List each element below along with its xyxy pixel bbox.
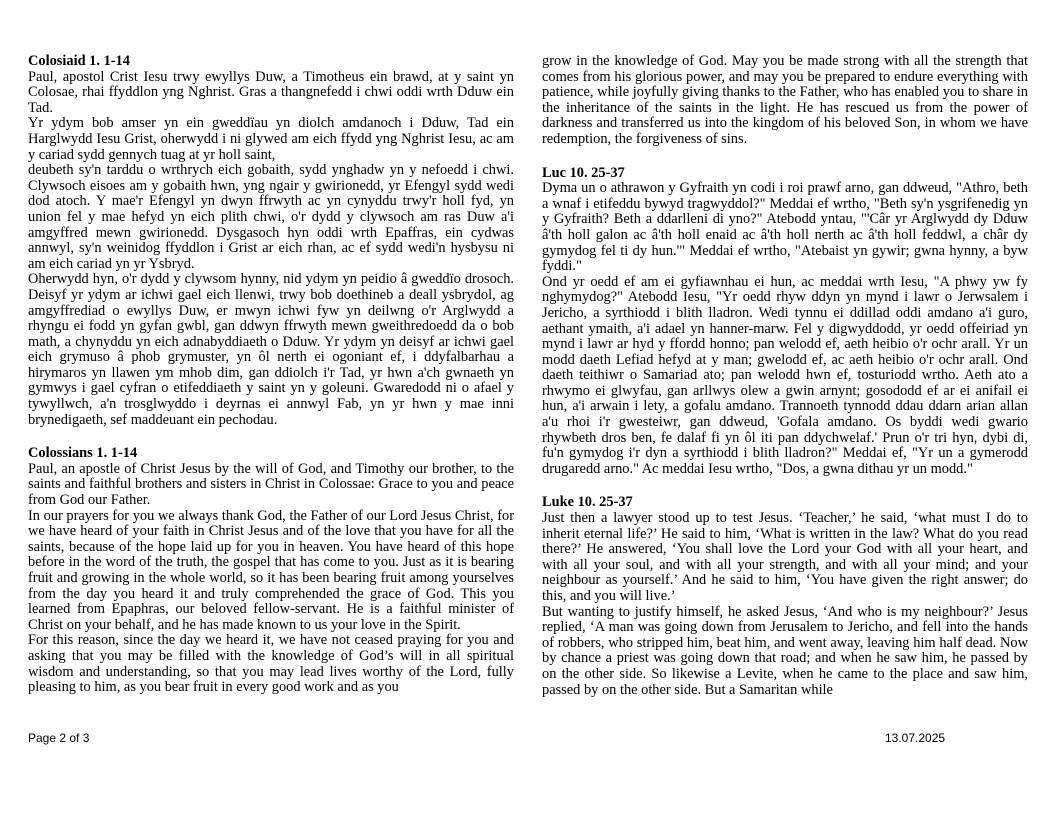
paragraph: Dyma un o athrawon y Gyfraith yn codi i roi prawf arno, gan ddweud, "Athro, beth a wnaf i etifeddu bywyd tragwyddol?" Meddai ef wrtho, "Beth sy'n ysgrifenedig yn y Gyfraith? Beth a ddarlleni di yno?" Atebodd yntau, "'Câr yr Arglwydd dy Dduw â'th holl galon ac â'th holl enaid ac â'th holl nerth ac â'th holl feddwl, a châr dy gymydog fel ti dy hun.'" Meddai ef wrtho, "Atebaist yn gywir; gwna hynny, a byw fyddi.": [542, 180, 1028, 275]
section-luc: [542, 166, 1028, 478]
paragraph: Ond yr oedd ef am ei gyfiawnhau ei hun, ac meddai wrth Iesu, "A phwy yw fy nghymydog?" Atebodd Iesu, "Yr oedd rhyw ddyn yn mynd i lawr o Jerwsalem i Jericho, a syrthiodd i blith lladron. Wedi tynnu ei ddillad oddi amdano a'i guro, aethant ymaith, a'i adael yn hanner-marw. Fel y digwyddodd, yr oedd offeiriad yn mynd i lawr ar hyd y ffordd honno; pan welodd ef, aeth heibio o'r ochr arall. Yr un modd daeth Lefiad hefyd at y man; gwelodd ef, ac aeth heibio o'r ochr arall. Ond daeth teithiwr o Samariad ato; pan welodd hwn ef, tosturiodd wrtho. Aeth ato a rhwymo ei glwyfau, gan arllwys olew a gwin arnynt; gosododd ef ar ei anifail ei hun, a'i arwain i lety, a gofalu amdano. Trannoeth tynnodd ddau ddarn arian allan a'u rhoi i'r gwesteiwr, gan ddweud, 'Gofala amdano. Os byddi wedi gwario rhywbeth dros ben, fe dalaf fi yn ôl iti pan ddychwelaf.' Prun o'r tri hyn, dybi di, fu'n gymydog i'r dyn a syrthiodd i blith lladron?" Meddai ef, "Yr un a gymerodd drugaredd arno." Ac meddai Iesu wrtho, "Dos, a gwna dithau yr un modd.": [542, 273, 1028, 477]
right-column: [542, 54, 1028, 698]
section-heading: Colossians 1. 1-14: [28, 445, 138, 462]
footer-date: 13.07.2025: [885, 731, 946, 745]
section-heading: Luc 10. 25-37: [542, 164, 625, 181]
paragraph: Paul, apostol Crist Iesu trwy ewyllys Duw, a Timotheus ein brawd, at y saint yn Colosae, rhai ffyddlon yng Nghrist. Gras a thangnefedd i chwi oddi wrth Dduw ein Tad.: [28, 68, 514, 116]
section-luke: [542, 495, 1028, 698]
paragraph: Oherwydd hyn, o'r dydd y clywsom hynny, nid ydym yn peidio â gweddïo drosoch. Deisyf yr ydym ar ichwi gael eich llenwi, trwy bob doethineb a deall ysbrydol, ag amgyffrediad o ewyllys Duw, er mwyn ichwi fyw yn deilwng o'r Arglwydd a rhyngu ei fodd yn gyfan gwbl, gan ddwyn ffrwyth mewn gweithredoedd da o bob math, a chynyddu yn eich adnabyddiaeth o Dduw. Yr ydym yn deisyf ar ichwi gael eich grymuso â phob grymuster, yn ôl nerth ei ogoniant ef, i ddyfalbarhau a hirymaros yn llawen ym mhob dim, gan ddiolch i'r Tad, yr hwn a'ch gwnaeth yn gymwys i gael cyfran o etifeddiaeth y saint yn y goleuni. Gwaredodd ni o afael y tywyllwch, a'n trosglwyddo i deyrnas ei annwyl Fab, yn yr hwn y mae inni brynedigaeth, sef maddeuant ein pechodau.: [28, 271, 514, 428]
paragraph: Paul, an apostle of Christ Jesus by the will of God, and Timothy our brother, to the saints and faithful brothers and sisters in Christ in Colossae: Grace to you and peace from God our Father.: [28, 460, 514, 509]
page-number: Page 2 of 3: [28, 731, 90, 745]
paragraph: grow in the knowledge of God. May you be made strong with all the strength that comes from his glorious power, and may you be prepared to endure everything with patience, while joyfully giving thanks to the Father, who has enabled you to share in the inheritance of the saints in the light. He has rescued us from the power of darkness and transferred us into the kingdom of his beloved Son, in whom we have redemption, the forgiveness of sins.: [542, 53, 1028, 147]
paragraph: For this reason, since the day we heard it, we have not ceased praying for you and asking that you may be filled with the knowledge of God’s will in all spiritual wisdom and understanding, so that you may lead lives worthy of the Lord, fully pleasing to him, as you bear fruit in every good work and as you: [28, 632, 514, 696]
paragraph: In our prayers for you we always thank God, the Father of our Lord Jesus Christ, for we have heard of your faith in Christ Jesus and of the love that you have for all the saints, because of the hope laid up for you in heaven. You have heard of this hope before in the word of the truth, the gospel that has come to you. Just as it is bearing fruit and growing in the whole world, so it has been bearing fruit among yourselves from the day you heard it and truly comprehended the grace of God. This you learned from Epaphras, our beloved fellow-servant. He is a faithful minister of Christ on your behalf, and he has made known to us your love in the Spirit.: [28, 507, 514, 633]
section-heading: Luke 10. 25-37: [542, 494, 633, 511]
paragraph: deubeth sy'n tarddu o wrthrych eich gobaith, sydd ynghadw yn y nefoedd i chwi. Clywsoch eisoes am y gobaith hwn, yng ngair y gwirionedd, yr Efengyl sydd wedi dod atoch. Y mae'r Efengyl yn dwyn ffrwyth ac yn cynyddu trwy'r holl fyd, yn union fel y mae hefyd yn eich plith chwi, o'r dydd y clywsoch am ras Duw a'i amgyffred mewn gwirionedd. Dysgasoch hyn oddi wrth Epaffras, ein cydwas annwyl, sy'n weinidog ffyddlon i Grist ar eich rhan, ac ef sydd wedi'n hysbysu ni am eich cariad yn yr Ysbryd.: [28, 162, 514, 272]
left-column: [28, 54, 514, 696]
section-heading: Colosiaid 1. 1-14: [28, 53, 130, 69]
section-colossians: [28, 446, 514, 696]
paragraph: Yr ydym bob amser yn ein gweddïau yn diolch amdanoch i Dduw, Tad ein Harglwydd Iesu Grist, oherwydd i ni glywed am eich ffydd yng Nghrist Iesu, ac am y cariad sydd gennych tuag at yr holl saint,: [28, 115, 514, 163]
section-colosiaid: [28, 54, 514, 428]
paragraph: But wanting to justify himself, he asked Jesus, ‘And who is my neighbour?’ Jesus replied, ‘A man was going down from Jerusalem to Jericho, and fell into the hands of robbers, who stripped him, beat him, and went away, leaving him half dead. Now by chance a priest was going down that road; and when he saw him, he passed by on the other side. So likewise a Levite, when he came to the place and saw him, passed by on the other side. But a Samaritan while: [542, 603, 1028, 698]
paragraph: Just then a lawyer stood up to test Jesus. ‘Teacher,’ he said, ‘what must I do to inherit eternal life?’ He said to him, ‘What is written in the law? What do you read there?’ He answered, ‘You shall love the Lord your God with all your heart, and with all your soul, and with all your strength, and with all your mind; and your neighbour as yourself.’ And he said to him, ‘You have given the right answer; do this, and you will live.’: [542, 510, 1028, 604]
section-colossians-continued: [542, 54, 1028, 148]
